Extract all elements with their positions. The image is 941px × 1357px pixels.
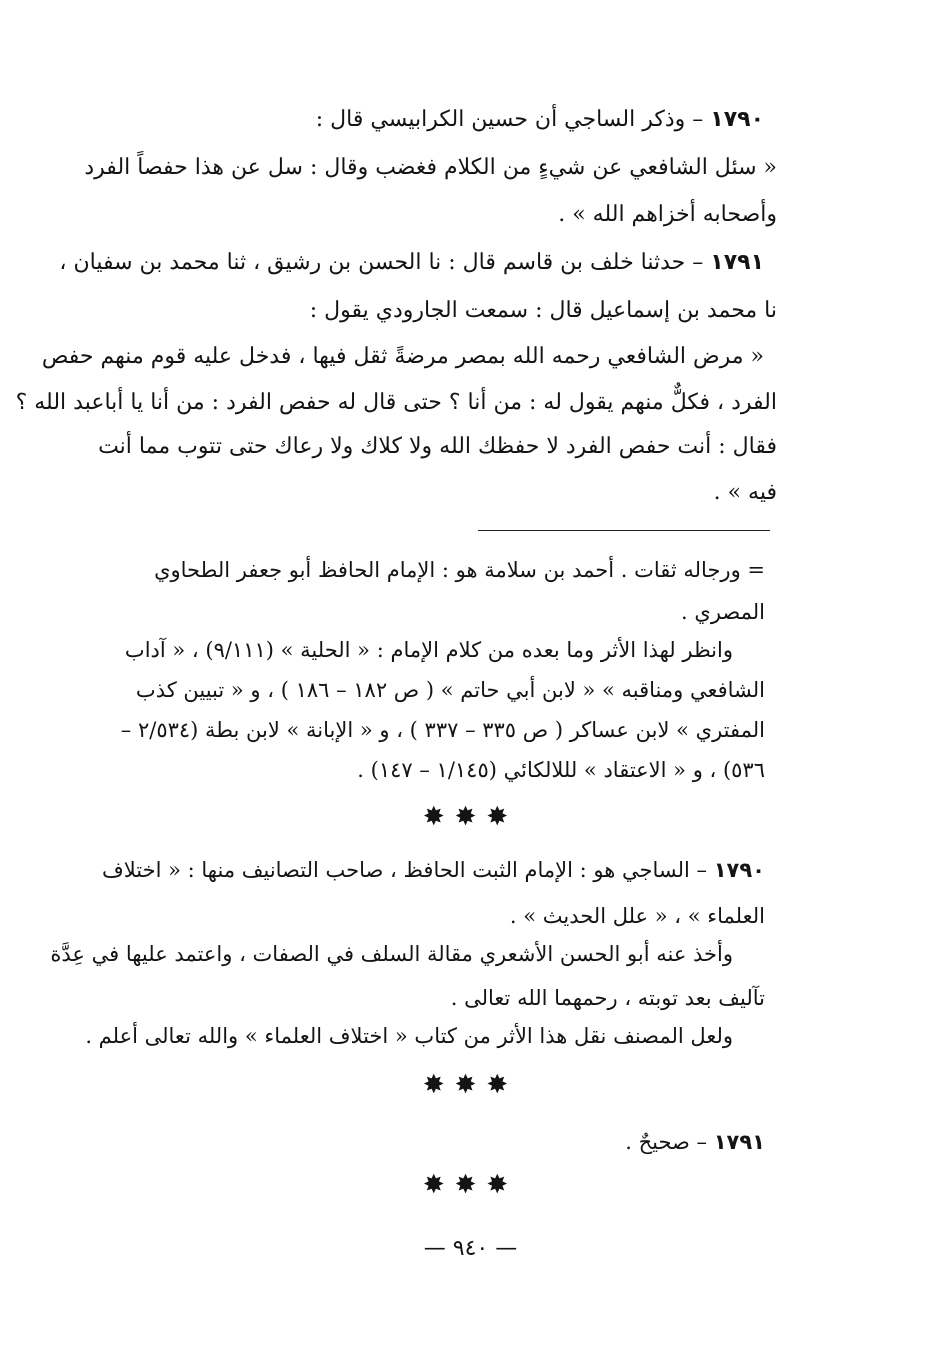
footnote-continuation-line-1: = ورجاله ثقات . أحمد بن سلامة هو : الإمام الحافظ أبو جعفر الطحاوي bbox=[154, 558, 765, 582]
footnote-1790-line-1 bbox=[102, 856, 765, 884]
footnote-1790-line-5: ولعل المصنف نقل هذا الأثر من كتاب « اختلاف العلماء » والله تعالى أعلم . bbox=[85, 1024, 733, 1048]
entry-1791-line-2: نا محمد بن إسماعيل قال : سمعت الجارودي يقول : bbox=[309, 298, 777, 323]
entry-1791-line-4: الفرد ، فكلٌّ منهم يقول له : من أنا ؟ حتى قال له حفص الفرد : من أنا يا أباعبد الله ؟ bbox=[15, 390, 777, 415]
entry-1791-text: – حدثنا خلف بن قاسم قال : نا الحسن بن رشيق ، ثنا محمد بن سفيان ، bbox=[59, 250, 704, 275]
entry-1791-line-1 bbox=[59, 249, 764, 277]
footnote-1791-line-1 bbox=[625, 1128, 765, 1156]
footnote-continuation-line-4: الشافعي ومناقبه » « لابن أبي حاتم » ( ص ١٨٢ – ١٨٦ ) ، و « تبيين كذب bbox=[135, 678, 765, 702]
entry-1791-line-6: فيه » . bbox=[713, 480, 777, 505]
footnote-1790-line-3: وأخذ عنه أبو الحسن الأشعري مقالة السلف في الصفات ، واعتمد عليها في عِدَّة bbox=[50, 942, 733, 966]
entry-1790-number: ١٧٩٠ bbox=[710, 107, 764, 132]
footnote-1790-text: – الساجي هو : الإمام الثبت الحافظ ، صاحب التصانيف منها : « اختلاف bbox=[102, 858, 708, 882]
footnote-1791-number: ١٧٩١ bbox=[713, 1130, 765, 1154]
section-divider-3: ✸✸✸ bbox=[422, 1170, 519, 1200]
entry-1790-line-3: وأصحابه أخزاهم الله » . bbox=[558, 202, 777, 227]
section-divider-1: ✸✸✸ bbox=[422, 802, 519, 832]
footnote-continuation-line-6: ٥٣٦) ، و « الاعتقاد » لللالكائي (١/١٤٥ – ١٤٧) . bbox=[357, 758, 765, 782]
section-divider-2: ✸✸✸ bbox=[422, 1070, 519, 1100]
entry-1790-line-1 bbox=[316, 106, 764, 134]
entry-1790-line-2: « سئل الشافعي عن شيءٍ من الكلام فغضب وقال : سل عن هذا حفصاً الفرد bbox=[84, 155, 777, 180]
entry-1790-text: – وذكر الساجي أن حسين الكرابيسي قال : bbox=[315, 107, 704, 132]
entry-1791-line-3: « مرض الشافعي رحمه الله بمصر مرضةً ثقل فيها ، فدخل عليه قوم منهم حفص bbox=[41, 344, 764, 369]
footnote-separator bbox=[478, 530, 770, 531]
footnote-1790-number: ١٧٩٠ bbox=[713, 858, 765, 882]
footnote-1790-line-4: تآليف بعد توبته ، رحمهما الله تعالى . bbox=[450, 986, 765, 1010]
footnote-continuation-line-2: المصري . bbox=[681, 600, 765, 624]
footnote-1791-text: – صحيحٌ . bbox=[625, 1130, 708, 1154]
footnote-continuation-line-5: المفتري » لابن عساكر ( ص ٣٣٥ – ٣٣٧ ) ، و « الإبانة » لابن بطة (٢/٥٣٤ – bbox=[120, 718, 765, 742]
footnote-1790-line-2: العلماء » ، « علل الحديث » . bbox=[509, 904, 765, 928]
footnote-continuation-line-3: وانظر لهذا الأثر وما بعده من كلام الإمام : « الحلية » (٩/١١١) ، « آداب bbox=[124, 638, 733, 662]
entry-1791-number: ١٧٩١ bbox=[710, 250, 764, 275]
entry-1791-line-5: فقال : أنت حفص الفرد لا حفظك الله ولا كلاك ولا رعاك حتى تتوب مما أنت bbox=[98, 434, 777, 459]
page-number: — ٩٤٠ — bbox=[423, 1236, 518, 1261]
